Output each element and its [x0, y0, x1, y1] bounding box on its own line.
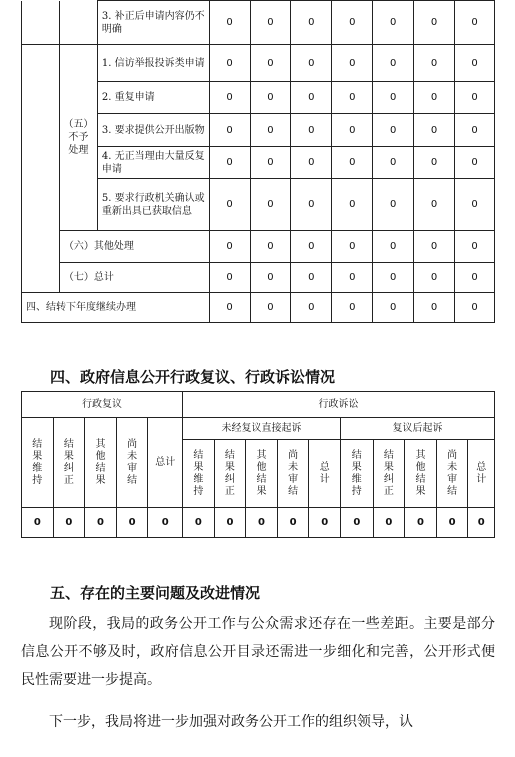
col-total: 总计 — [319, 461, 330, 485]
cell-value: 0 — [414, 179, 455, 231]
row-label: 3. 补正后申请内容仍不明确 — [97, 1, 209, 45]
cell-value: 0 — [22, 508, 54, 538]
cell-value: 0 — [455, 147, 495, 179]
cell-value: 0 — [291, 231, 332, 263]
col-correct: 结果纠正 — [63, 438, 74, 486]
cell-value: 0 — [332, 263, 373, 293]
cell-value: 0 — [209, 263, 250, 293]
cell-value: 0 — [332, 114, 373, 147]
cell-value: 0 — [414, 147, 455, 179]
cell-value: 0 — [414, 1, 455, 45]
cell-value: 0 — [373, 231, 414, 263]
table-row — [22, 231, 495, 263]
cell-value: 0 — [373, 1, 414, 45]
admin-review-header: 行政复议 — [22, 392, 183, 418]
cell-value: 0 — [436, 508, 468, 538]
cell-value: 0 — [405, 508, 437, 538]
cell-value: 0 — [291, 114, 332, 147]
paragraph-next-steps: 下一步，我局将进一步加强对政务公开工作的组织领导，认 — [49, 714, 413, 730]
row-label: 2. 重复申请 — [97, 82, 209, 114]
col-total: 总计 — [476, 461, 487, 485]
cell-value: 0 — [455, 114, 495, 147]
col-maintain: 结果维持 — [193, 449, 204, 497]
cell-value: 0 — [250, 263, 291, 293]
cell-value: 0 — [455, 179, 495, 231]
cell-value: 0 — [414, 263, 455, 293]
col-other: 其他结果 — [415, 449, 426, 497]
cell-value: 0 — [148, 508, 183, 538]
cell-value: 0 — [373, 179, 414, 231]
paragraph-issues: 现阶段，我局的政务公开工作与公众需求还存在一些差距。主要是部分信息公开不够及时，政府信息公开目录还需进一步细化和完善，公开形式便民性需要进一步提高。 — [21, 616, 495, 688]
cell-value: 0 — [373, 82, 414, 114]
cell-value: 0 — [455, 45, 495, 82]
cell-value: 0 — [332, 179, 373, 231]
cell-value: 0 — [332, 231, 373, 263]
cell-value: 0 — [209, 114, 250, 147]
cell-value: 0 — [250, 1, 291, 45]
row-label: 4. 无正当理由大量反复申请 — [97, 147, 209, 179]
col-correct: 结果纠正 — [224, 449, 235, 497]
cell-value: 0 — [209, 179, 250, 231]
cell-value: 0 — [414, 45, 455, 82]
cell-value: 0 — [373, 263, 414, 293]
col-pending: 尚未审结 — [447, 449, 458, 497]
cell-value: 0 — [332, 147, 373, 179]
cell-value: 0 — [209, 293, 250, 323]
cell-value: 0 — [250, 179, 291, 231]
cell-value: 0 — [291, 293, 332, 323]
col-maintain: 结果维持 — [351, 449, 362, 497]
cell-value: 0 — [291, 82, 332, 114]
table-row — [22, 263, 495, 293]
cell-value: 0 — [291, 179, 332, 231]
admin-litigation-header: 行政诉讼 — [183, 392, 495, 418]
cell-value: 0 — [414, 82, 455, 114]
cell-value: 0 — [309, 508, 341, 538]
cell-value: 0 — [291, 1, 332, 45]
cell-value: 0 — [291, 263, 332, 293]
table-row — [22, 45, 495, 82]
table-row — [22, 508, 495, 538]
cell-value: 0 — [250, 45, 291, 82]
cell-value: 0 — [209, 147, 250, 179]
col-other: 其他结果 — [95, 438, 106, 486]
table-row — [22, 1, 495, 45]
cell-value: 0 — [373, 147, 414, 179]
row-label: 1. 信访举报投诉类申请 — [97, 45, 209, 82]
cell-value: 0 — [373, 508, 405, 538]
cell-value: 0 — [250, 231, 291, 263]
cell-value: 0 — [332, 82, 373, 114]
cell-value: 0 — [209, 231, 250, 263]
col-correct: 结果纠正 — [383, 449, 394, 497]
cell-value: 0 — [246, 508, 278, 538]
row-label: 5. 要求行政机关确认或重新出具已获取信息 — [97, 179, 209, 231]
cell-value: 0 — [414, 231, 455, 263]
cell-value: 0 — [373, 45, 414, 82]
section-heading-review-litigation: 四、政府信息公开行政复议、行政诉讼情况 — [50, 368, 336, 386]
processing-results-table — [21, 0, 495, 323]
cell-value: 0 — [209, 82, 250, 114]
cell-value: 0 — [291, 45, 332, 82]
row-label: 四、结转下年度继续办理 — [22, 293, 210, 323]
cell-value: 0 — [455, 82, 495, 114]
cell-value: 0 — [209, 45, 250, 82]
col-total: 总计 — [148, 418, 183, 508]
cell-value: 0 — [214, 508, 246, 538]
cell-value: 0 — [116, 508, 148, 538]
row-label: 3. 要求提供公开出版物 — [97, 114, 209, 147]
col-other: 其他结果 — [256, 449, 267, 497]
cell-value: 0 — [85, 508, 117, 538]
cell-value: 0 — [455, 293, 495, 323]
category-five-label: （五） 不予 处理 — [59, 45, 97, 231]
cell-value: 0 — [341, 508, 374, 538]
cell-value: 0 — [332, 45, 373, 82]
direct-suit-header: 未经复议直接起诉 — [183, 418, 341, 440]
cell-value: 0 — [53, 508, 85, 538]
row-label: （六）其他处理 — [59, 231, 209, 263]
cell-value: 0 — [414, 293, 455, 323]
col-pending: 尚未审结 — [288, 449, 299, 497]
cell-value: 0 — [455, 263, 495, 293]
cell-value: 0 — [455, 231, 495, 263]
col-maintain: 结果维持 — [32, 438, 43, 486]
cell-value: 0 — [373, 293, 414, 323]
after-review-header: 复议后起诉 — [341, 418, 495, 440]
cell-value: 0 — [414, 114, 455, 147]
cell-value: 0 — [277, 508, 309, 538]
table-row — [22, 293, 495, 323]
cell-value: 0 — [468, 508, 495, 538]
cell-value: 0 — [373, 114, 414, 147]
cell-value: 0 — [332, 1, 373, 45]
cell-value: 0 — [332, 293, 373, 323]
cell-value: 0 — [250, 147, 291, 179]
row-label: （七）总计 — [59, 263, 209, 293]
review-litigation-table — [21, 391, 495, 538]
section-heading-issues: 五、存在的主要问题及改进情况 — [50, 584, 261, 602]
cell-value: 0 — [250, 82, 291, 114]
cell-value: 0 — [250, 114, 291, 147]
cell-value: 0 — [209, 1, 250, 45]
cell-value: 0 — [291, 147, 332, 179]
col-pending: 尚未审结 — [127, 438, 138, 486]
cell-value: 0 — [183, 508, 215, 538]
cell-value: 0 — [250, 293, 291, 323]
cell-value: 0 — [455, 1, 495, 45]
